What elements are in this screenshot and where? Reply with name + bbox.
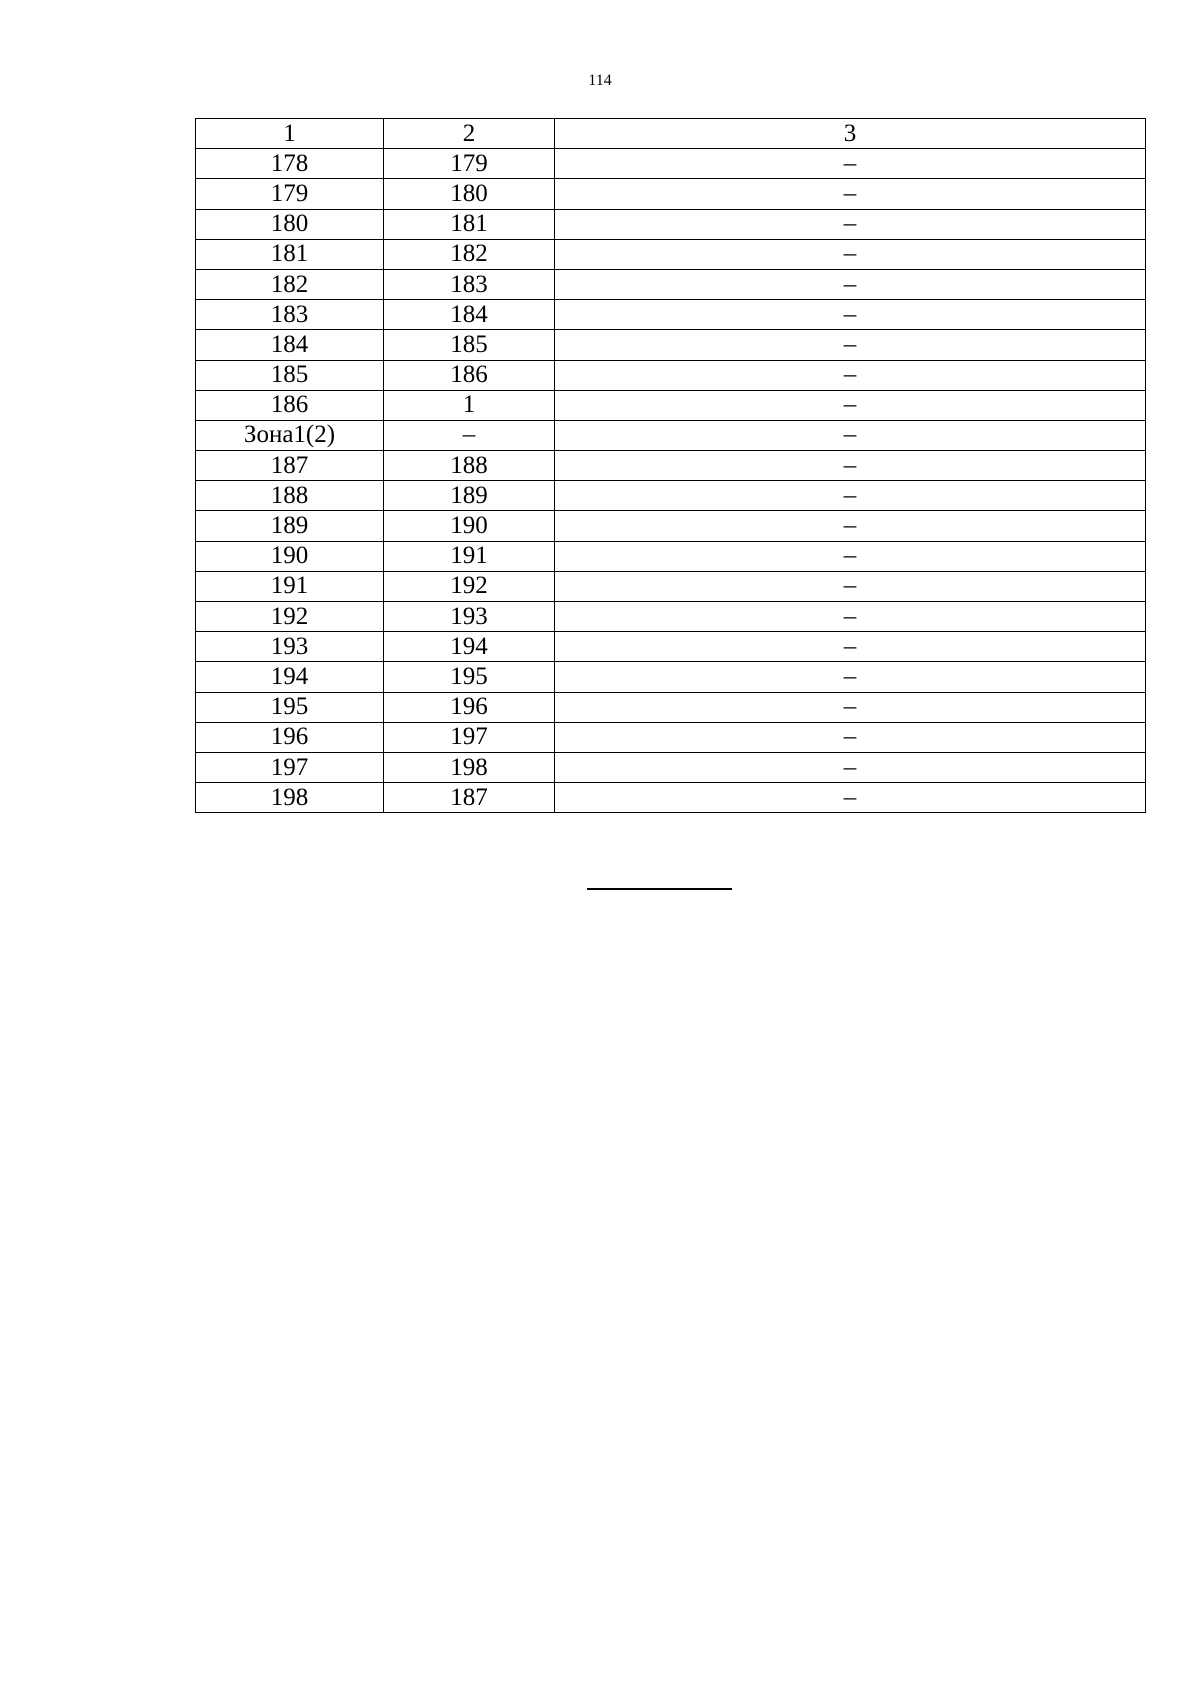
table-cell: 196 xyxy=(384,692,555,722)
table-cell: – xyxy=(555,300,1146,330)
table-cell: – xyxy=(555,783,1146,813)
table-cell: 193 xyxy=(384,602,555,632)
table-row xyxy=(196,541,1146,571)
table-row xyxy=(196,269,1146,299)
table-cell: 190 xyxy=(196,541,384,571)
table-row xyxy=(196,451,1146,481)
table-cell: 187 xyxy=(196,451,384,481)
table-row xyxy=(196,209,1146,239)
table-cell: – xyxy=(555,722,1146,752)
table-cell: – xyxy=(555,269,1146,299)
table-cell: 195 xyxy=(384,662,555,692)
table-cell: – xyxy=(555,451,1146,481)
table-cell: 189 xyxy=(196,511,384,541)
table-cell: 182 xyxy=(384,239,555,269)
column-header: 3 xyxy=(555,119,1146,149)
table-cell: – xyxy=(555,209,1146,239)
table-body xyxy=(196,149,1146,813)
table-cell: 181 xyxy=(384,209,555,239)
table-cell: 194 xyxy=(196,662,384,692)
table-header xyxy=(196,119,1146,149)
table-cell: 193 xyxy=(196,632,384,662)
table-cell: – xyxy=(555,541,1146,571)
table-cell: 179 xyxy=(384,149,555,179)
table-row xyxy=(196,783,1146,813)
table-cell: 186 xyxy=(196,390,384,420)
table-row xyxy=(196,149,1146,179)
column-header: 2 xyxy=(384,119,555,149)
table-cell: Зона1(2) xyxy=(196,420,384,450)
table-row xyxy=(196,511,1146,541)
table-cell: 191 xyxy=(384,541,555,571)
table-cell: – xyxy=(555,632,1146,662)
table-cell: 183 xyxy=(196,300,384,330)
table-row xyxy=(196,722,1146,752)
table-row xyxy=(196,602,1146,632)
table-cell: – xyxy=(555,571,1146,601)
table-cell: 192 xyxy=(196,602,384,632)
table-cell: – xyxy=(555,662,1146,692)
table-cell: 192 xyxy=(384,571,555,601)
table-cell: 184 xyxy=(196,330,384,360)
end-of-section-rule xyxy=(587,888,732,890)
table-cell: 194 xyxy=(384,632,555,662)
table-cell: 186 xyxy=(384,360,555,390)
table-row xyxy=(196,632,1146,662)
data-table xyxy=(195,118,1146,813)
table-cell: – xyxy=(555,179,1146,209)
table-cell: 188 xyxy=(384,451,555,481)
table-cell: 187 xyxy=(384,783,555,813)
table-cell: – xyxy=(555,330,1146,360)
table-cell: 185 xyxy=(384,330,555,360)
table-cell: 179 xyxy=(196,179,384,209)
table-cell: 191 xyxy=(196,571,384,601)
table-cell: 189 xyxy=(384,481,555,511)
table-cell: – xyxy=(555,481,1146,511)
table-row xyxy=(196,179,1146,209)
table-row xyxy=(196,300,1146,330)
table-cell: – xyxy=(555,752,1146,782)
table-row xyxy=(196,420,1146,450)
table-row xyxy=(196,752,1146,782)
table-cell: 185 xyxy=(196,360,384,390)
table-cell: – xyxy=(555,239,1146,269)
table-row xyxy=(196,571,1146,601)
table-cell: – xyxy=(555,420,1146,450)
table-cell: 180 xyxy=(196,209,384,239)
table-row xyxy=(196,481,1146,511)
table-cell: 180 xyxy=(384,179,555,209)
table-cell: 197 xyxy=(384,722,555,752)
table-cell: 190 xyxy=(384,511,555,541)
table-cell: 178 xyxy=(196,149,384,179)
table-cell: – xyxy=(555,692,1146,722)
table-row xyxy=(196,239,1146,269)
table-cell: 184 xyxy=(384,300,555,330)
table-cell: – xyxy=(555,360,1146,390)
table-cell: 182 xyxy=(196,269,384,299)
table-cell: 183 xyxy=(384,269,555,299)
table-cell: 197 xyxy=(196,752,384,782)
table-cell: – xyxy=(555,149,1146,179)
table-cell: – xyxy=(384,420,555,450)
table-cell: 198 xyxy=(384,752,555,782)
table-cell: – xyxy=(555,511,1146,541)
table-row xyxy=(196,662,1146,692)
table-header-row xyxy=(196,119,1146,149)
page-number: 114 xyxy=(588,72,612,89)
table-cell: 1 xyxy=(384,390,555,420)
table-row xyxy=(196,330,1146,360)
table-cell: – xyxy=(555,390,1146,420)
table-row xyxy=(196,390,1146,420)
table-cell: 195 xyxy=(196,692,384,722)
table-cell: 181 xyxy=(196,239,384,269)
column-header: 1 xyxy=(196,119,384,149)
table-cell: 198 xyxy=(196,783,384,813)
table-cell: 188 xyxy=(196,481,384,511)
table-row xyxy=(196,360,1146,390)
table-cell: – xyxy=(555,602,1146,632)
table-row xyxy=(196,692,1146,722)
table-cell: 196 xyxy=(196,722,384,752)
